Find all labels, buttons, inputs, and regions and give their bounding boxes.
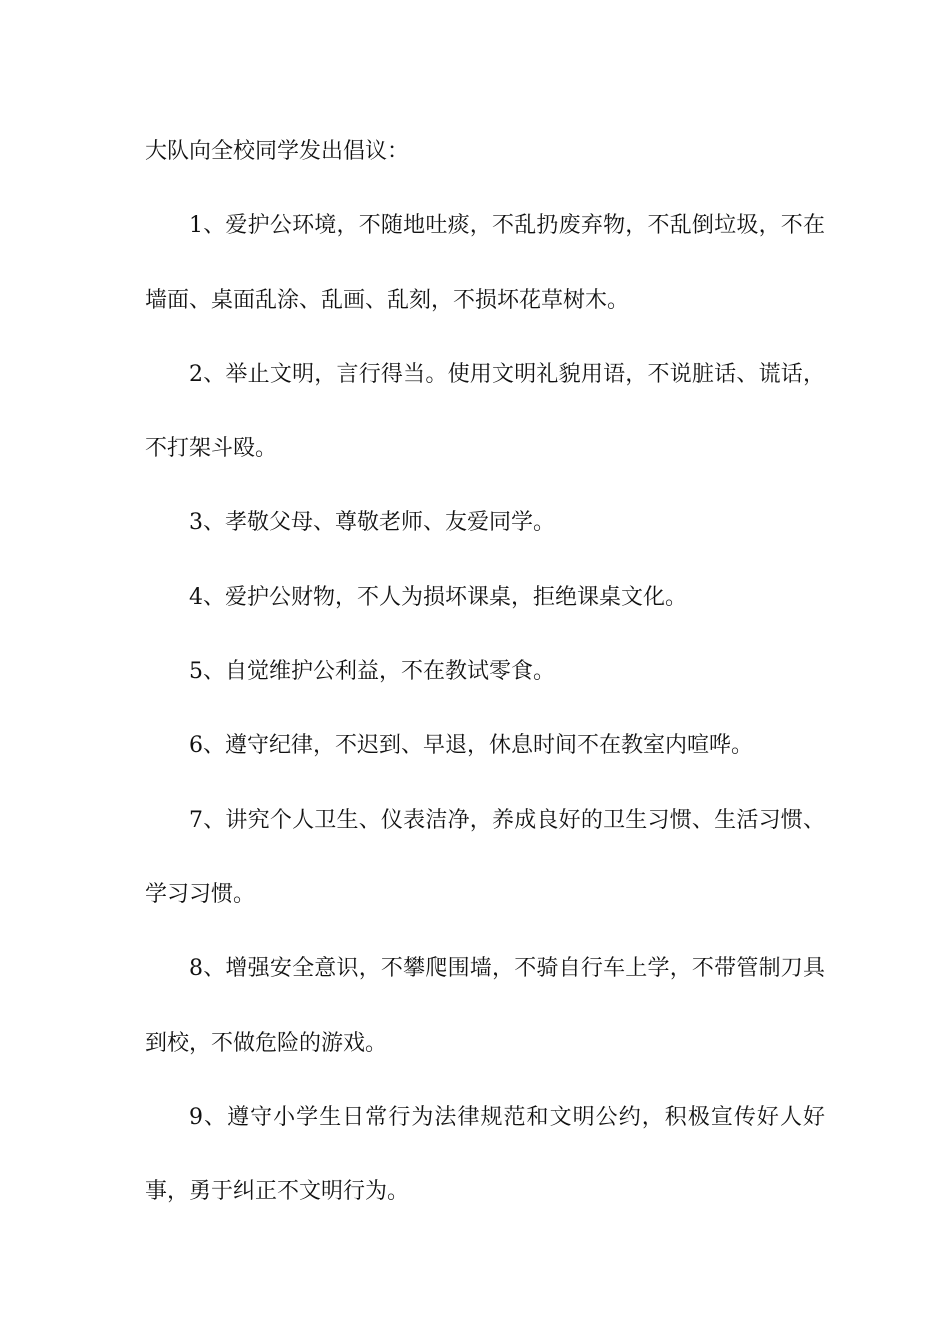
intro-paragraph: 大队向全校同学发出倡议： <box>145 139 410 164</box>
proposal-item-4: 4、爱护公财物，不人为损坏课桌，拒绝课桌文化。 <box>189 584 687 610</box>
proposal-item-8: 8、增强安全意识，不攀爬围墙，不骑自行车上学，不带管制刀具到校，不做危险的游戏。 <box>145 956 825 1056</box>
proposal-item-9: 9、遵守小学生日常行为法律规范和文明公约，积极宣传好人好事，勇于纠正不文明行为。 <box>145 1104 825 1205</box>
proposal-item-3: 3、孝敬父母、尊敬老师、友爱同学。 <box>189 510 555 536</box>
proposal-item-7: 7、讲究个人卫生、仪表洁净，养成良好的卫生习惯、生活习惯、学习习惯。 <box>145 807 825 907</box>
proposal-item-6: 6、遵守纪律，不迟到、早退，休息时间不在教室内喧哗。 <box>189 733 753 759</box>
proposal-item-1: 1、爱护公环境，不随地吐痰，不乱扔废弃物，不乱倒垃圾，不在墙面、桌面乱涂、乱画、乱刻，不损坏花草树木。 <box>145 213 825 313</box>
document-body <box>145 115 825 1229</box>
proposal-item-5: 5、自觉维护公利益，不在教试零食。 <box>189 659 555 685</box>
proposal-item-2: 2、举止文明，言行得当。使用文明礼貌用语，不说脏话、谎话，不打架斗殴。 <box>145 361 825 462</box>
